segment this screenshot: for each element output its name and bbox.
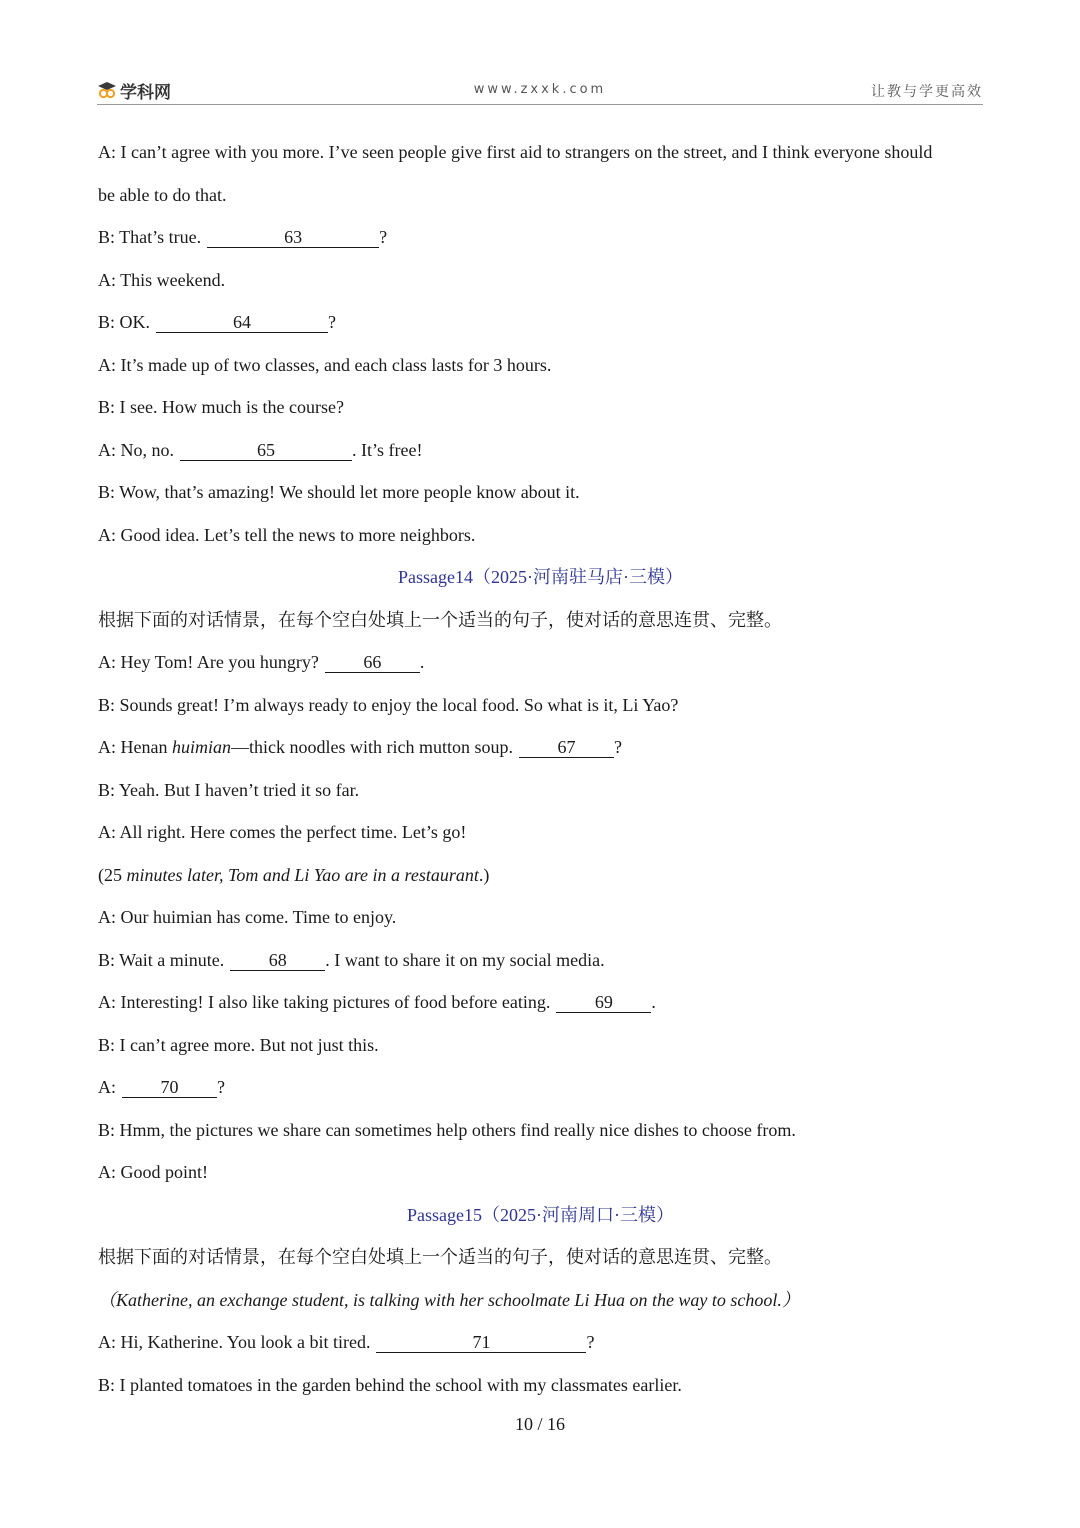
dialogue-line: B: I see. How much is the course? [98, 397, 344, 417]
answer-blank-63[interactable]: 63 [207, 227, 379, 248]
dialogue-line: B: Sounds great! I’m always ready to enjoy the local food. So what is it, Li Yao? [98, 694, 679, 715]
answer-blank-68[interactable]: 68 [230, 950, 325, 971]
dialogue-line: B: I planted tomatoes in the garden behind the school with my classmates earlier. [98, 1374, 682, 1395]
answer-blank-70[interactable]: 70 [122, 1077, 217, 1098]
dialogue-line: A: Henan huimian—thick noodles with rich mutton soup. 67 ? [98, 737, 622, 757]
dialogue-line: A: Our huimian has come. Time to enjoy. [98, 907, 397, 927]
dialogue-line: A: It’s made up of two classes, and each class lasts for 3 hours. [98, 354, 552, 375]
dialogue-line: B: OK. 64 ? [98, 312, 337, 332]
dialogue-line: A: Hi, Katherine. You look a bit tired. 71 ? [98, 1332, 595, 1352]
dialogue-line: A: Interesting! I also like taking pictures of food before eating. 69 . [98, 992, 656, 1012]
dialogue-line: B: Wow, that’s amazing! We should let more people know about it. [98, 482, 580, 502]
dialogue-line: B: Yeah. But I haven’t tried it so far. [98, 779, 360, 800]
page-header [97, 74, 983, 105]
dialogue-line: A: Good point! [98, 1162, 208, 1182]
dialogue-line: A: All right. Here comes the perfect time. Let’s go! [98, 822, 467, 842]
header-slogan: 让教与学更高效 [871, 84, 983, 100]
answer-blank-64[interactable]: 64 [156, 312, 328, 333]
dialogue-line: B: Hmm, the pictures we share can sometimes help others find really nice dishes to choose from. [98, 1119, 796, 1140]
answer-blank-71[interactable]: 71 [376, 1332, 586, 1353]
page-number: 10 / 16 [514, 1414, 565, 1434]
dialogue-line: B: I can’t agree more. But not just this. [98, 1034, 379, 1055]
passage-14-title: Passage14（2025·河南驻马店·三模） [398, 567, 683, 587]
dialogue-line: A: I can’t agree with you more. I’ve seen people give first aid to strangers on the street, and I think everyone should [98, 142, 933, 162]
worksheet-content [98, 131, 983, 1406]
dialogue-line: A: Hey Tom! Are you hungry? 66 . [98, 652, 425, 672]
stage-direction: (25 minutes later, Tom and Li Yao are in a restaurant.) [98, 864, 490, 885]
site-url: www.zxxk.com [473, 82, 607, 97]
stage-direction: （Katherine, an exchange student, is talking with her schoolmate Li Hua on the way to school.） [98, 1289, 800, 1310]
answer-blank-69[interactable]: 69 [556, 992, 651, 1013]
dialogue-line: A: No, no. 65 . It’s free! [98, 439, 423, 460]
dialogue-line: A: 70 ? [98, 1077, 225, 1097]
dialogue-line: A: Good idea. Let’s tell the news to more neighbors. [98, 524, 476, 545]
logo-text: 学科网 [120, 83, 171, 103]
dialogue-line: A: This weekend. [98, 269, 226, 290]
passage-14-instruction: 根据下面的对话情景，在每个空白处填上一个适当的句子，使对话的意思连贯、完整。 [98, 609, 782, 630]
dialogue-line: B: Wait a minute. 68 . I want to share it on my social media. [98, 949, 605, 970]
answer-blank-67[interactable]: 67 [519, 737, 614, 758]
dialogue-line: B: That’s true. 63 ? [98, 227, 388, 247]
passage-15-title: Passage15（2025·河南周口·三模） [407, 1204, 674, 1225]
answer-blank-65[interactable]: 65 [180, 440, 352, 461]
answer-blank-66[interactable]: 66 [325, 652, 420, 673]
dialogue-line: be able to do that. [98, 184, 227, 205]
passage-15-instruction: 根据下面的对话情景，在每个空白处填上一个适当的句子，使对话的意思连贯、完整。 [98, 1247, 782, 1267]
